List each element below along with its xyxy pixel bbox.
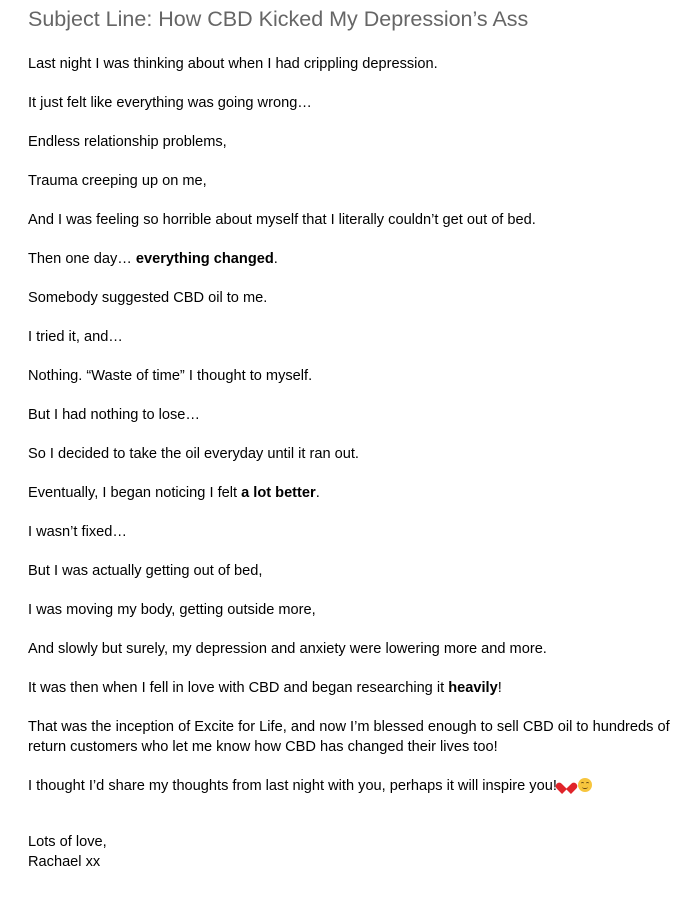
paragraph: But I was actually getting out of bed, xyxy=(28,563,263,579)
paragraph xyxy=(28,249,700,269)
paragraph: Nothing. “Waste of time” I thought to myself. xyxy=(28,368,313,384)
paragraph xyxy=(28,678,700,698)
subject-line: Subject Line: How CBD Kicked My Depression’s Ass xyxy=(28,7,529,31)
bold-text: heavily xyxy=(448,680,498,696)
paragraph-text: Eventually, I began noticing I felt xyxy=(28,485,242,501)
paragraph: It just felt like everything was going wrong… xyxy=(28,95,312,111)
paragraph: And slowly but surely, my depression and anxiety were lowering more and more. xyxy=(28,641,547,657)
smiling-face-icon xyxy=(578,778,592,792)
paragraph: So I decided to take the oil everyday until it ran out. xyxy=(28,446,359,462)
paragraph-text: I thought I’d share my thoughts from last night with you, perhaps it will inspire you! xyxy=(28,778,557,794)
paragraph: Endless relationship problems, xyxy=(28,134,227,150)
paragraph: I tried it, and… xyxy=(28,329,123,345)
red-heart-icon xyxy=(560,778,573,791)
smile-mouth xyxy=(582,785,588,789)
paragraph: I wasn’t fixed… xyxy=(28,524,127,540)
bold-text: a lot better xyxy=(241,485,316,501)
paragraph-text: . xyxy=(273,251,278,267)
paragraph: Last night I was thinking about when I had crippling depression. xyxy=(28,56,438,72)
signature-name: Rachael xx xyxy=(28,854,101,870)
paragraph-text: . xyxy=(315,485,320,501)
paragraph: But I had nothing to lose… xyxy=(28,407,200,423)
bold-text: everything changed xyxy=(135,251,274,267)
paragraph-text: ! xyxy=(497,680,502,696)
signoff xyxy=(28,832,700,872)
paragraph: Somebody suggested CBD oil to me. xyxy=(28,290,268,306)
paragraph-text: It was then when I fell in love with CBD and began researching it xyxy=(28,680,449,696)
paragraph xyxy=(28,483,700,503)
paragraph: Trauma creeping up on me, xyxy=(28,173,207,189)
closing-line: Lots of love, xyxy=(28,834,107,850)
paragraph: That was the inception of Excite for Life, and now I’m blessed enough to sell CBD oil to hundreds of return customers who let me know how CBD has changed their lives too! xyxy=(28,719,670,755)
paragraph xyxy=(28,776,700,796)
paragraph: And I was feeling so horrible about myself that I literally couldn’t get out of bed. xyxy=(28,212,536,228)
paragraph: I was moving my body, getting outside more, xyxy=(28,602,316,618)
paragraph-text: Then one day… xyxy=(28,251,136,267)
